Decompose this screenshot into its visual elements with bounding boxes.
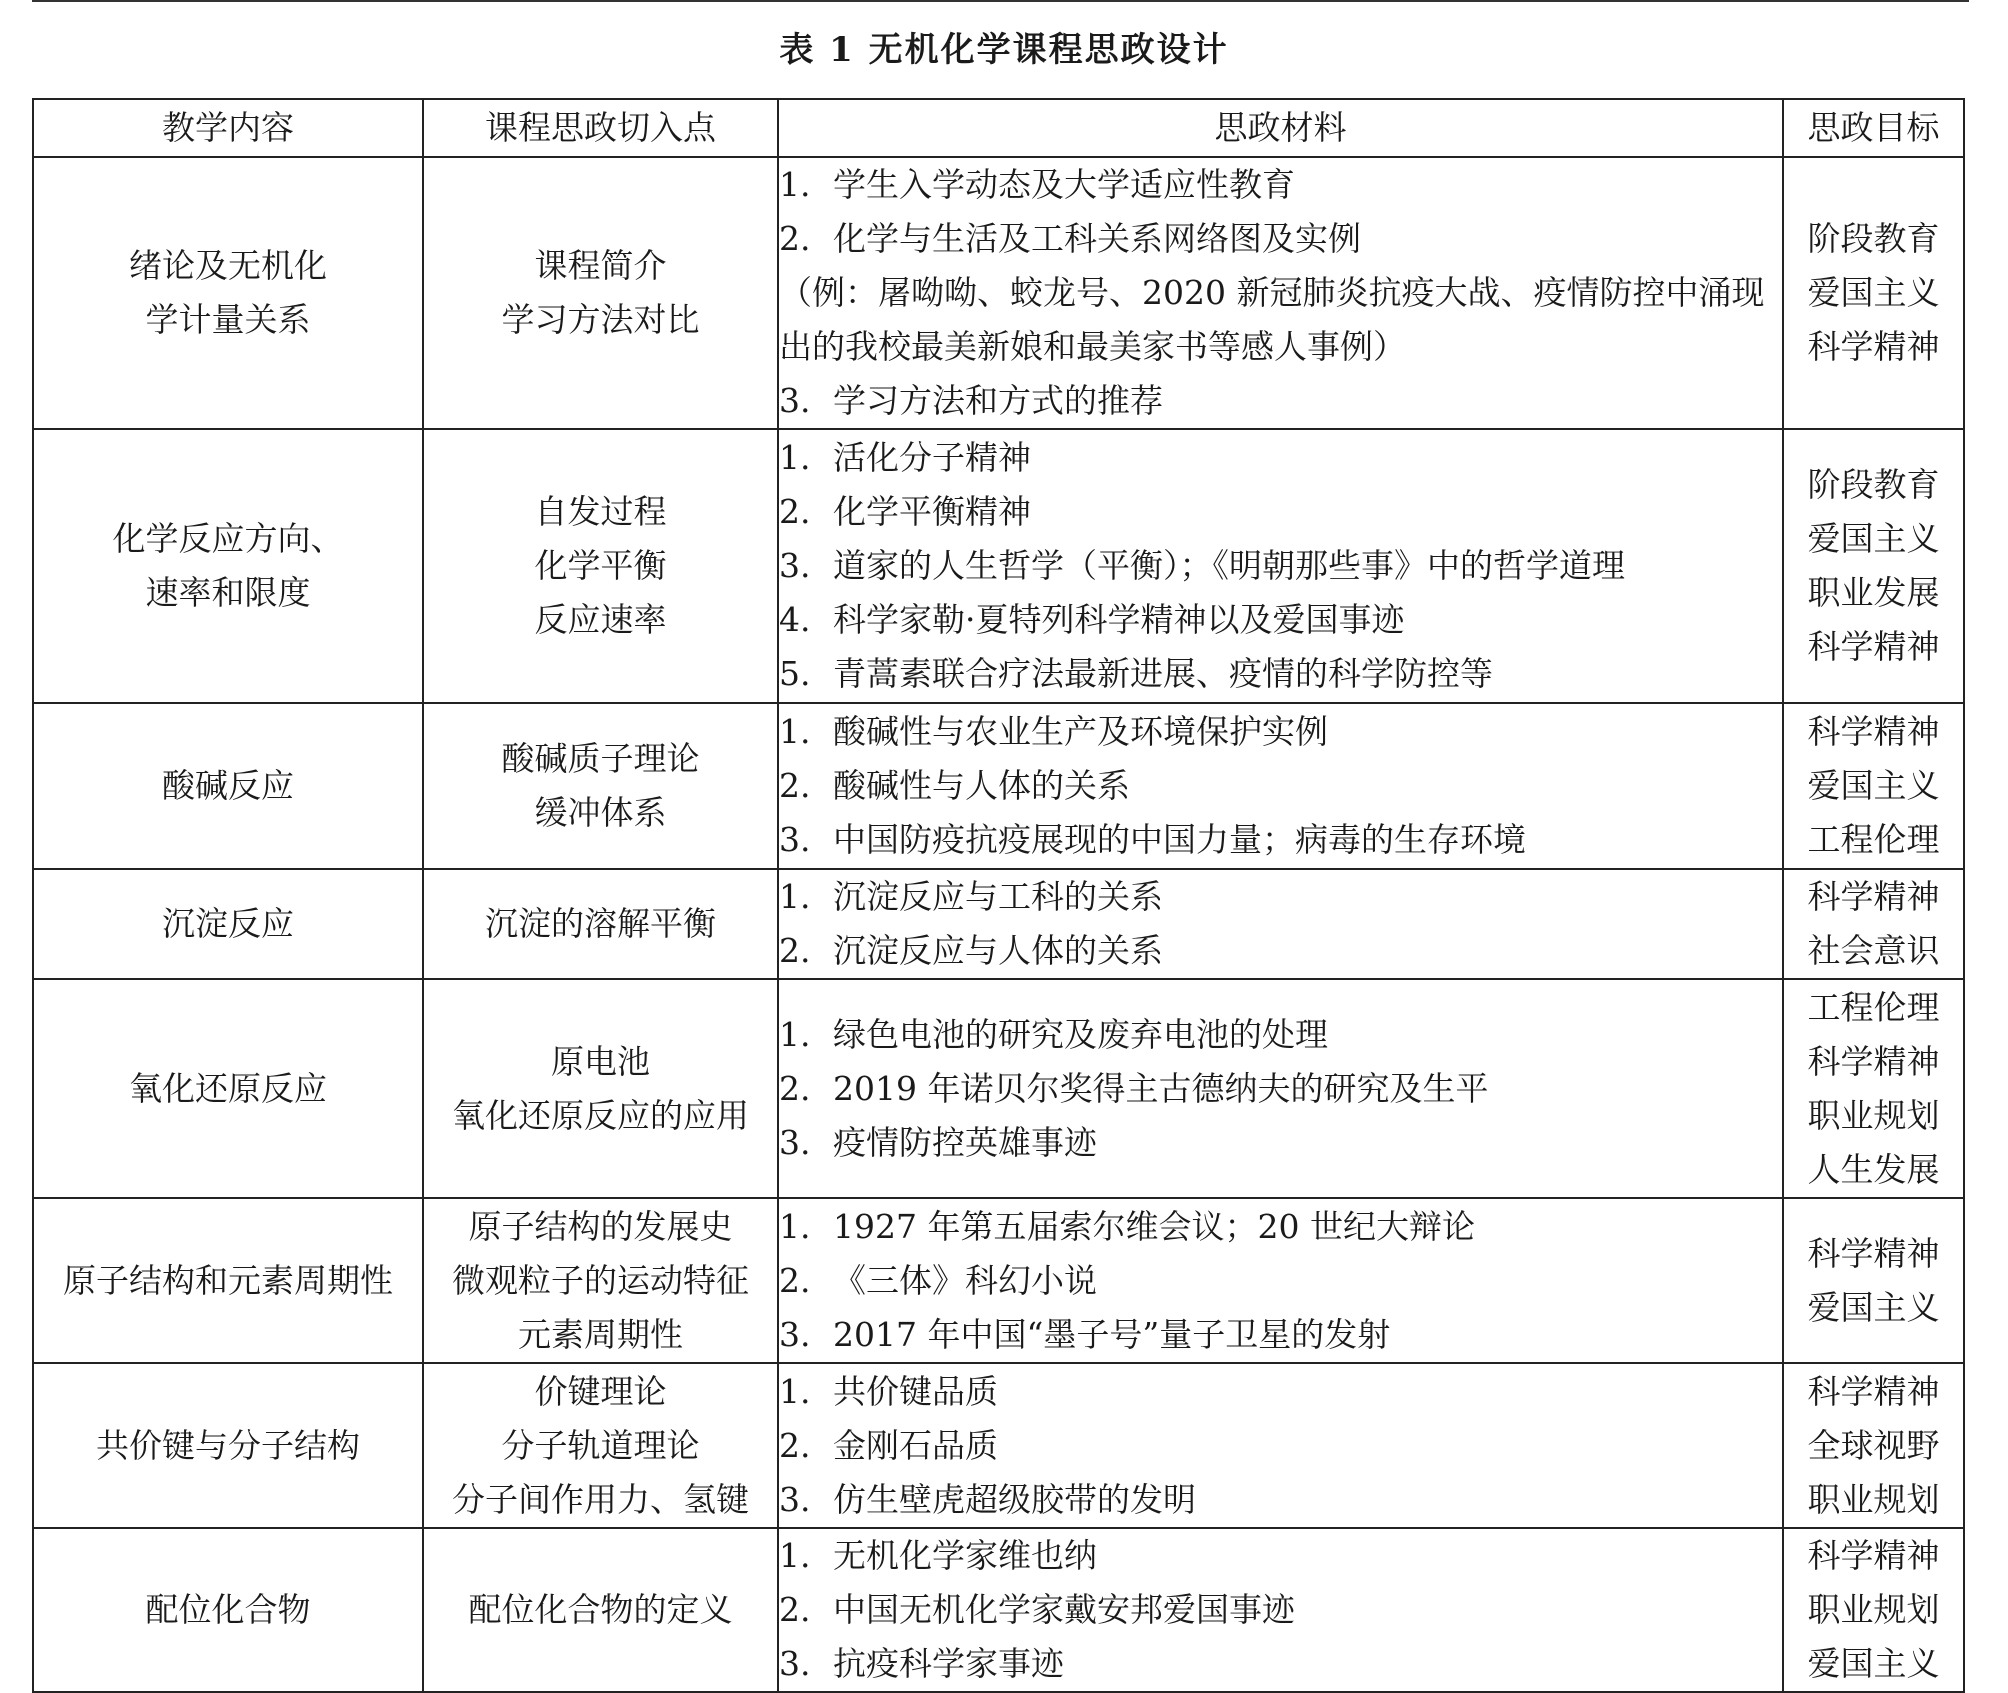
goal-item: 人生发展 — [1807, 1149, 1940, 1189]
material-item-number: 1. — [779, 877, 811, 916]
material-item — [779, 1583, 1782, 1637]
material-item-text: 化学与生活及工科关系网络图及实例 — [833, 219, 1361, 258]
material-item-number: 2. — [779, 492, 811, 531]
material-item-text: 酸碱性与农业生产及环境保护实例 — [833, 712, 1328, 751]
material-item-text: 青蒿素联合疗法最新进展、疫情的科学防控等 — [833, 654, 1493, 693]
material-item-number: 2. — [779, 219, 811, 258]
goal-item: 爱国主义 — [1807, 1644, 1940, 1683]
goal-item: 全球视野 — [1807, 1425, 1940, 1465]
teaching-content-cell — [33, 1528, 423, 1692]
entry-point-cell — [423, 1363, 778, 1528]
goal-item: 爱国主义 — [1807, 766, 1940, 805]
ideology-design-table — [32, 98, 1965, 1693]
teaching-content-cell — [33, 869, 423, 979]
material-item-text: 科学家勒·夏特列科学精神以及爱国事迹 — [833, 600, 1405, 639]
teaching-content-line: 共价键与分子结构 — [96, 1425, 360, 1465]
materials-cell — [778, 1363, 1783, 1528]
material-item — [779, 647, 1782, 701]
material-item-text: 学生入学动态及大学适应性教育 — [833, 165, 1295, 204]
goal-item: 职业规划 — [1807, 1590, 1940, 1629]
material-item-number: 3. — [779, 546, 811, 585]
goal-item: 工程伦理 — [1807, 820, 1940, 859]
material-item-number: 2. — [779, 766, 811, 805]
materials-cell — [778, 1528, 1783, 1692]
material-item-text: 沉淀反应与人体的关系 — [833, 931, 1163, 970]
material-item — [779, 924, 1782, 978]
goal-item: 科学精神 — [1807, 1041, 1940, 1081]
teaching-content-line: 化学反应方向、 — [112, 519, 344, 558]
material-item — [779, 539, 1782, 593]
table-row — [33, 429, 1964, 703]
goal-item: 科学精神 — [1807, 627, 1940, 666]
material-item — [779, 1365, 1782, 1419]
goals-cell — [1783, 429, 1964, 703]
header-goals: 思政目标 — [1783, 99, 1964, 157]
table-row — [33, 1528, 1964, 1692]
table-row — [33, 157, 1964, 429]
material-item-text: 道家的人生哲学（平衡）；《明朝那些事》中的哲学道理 — [833, 546, 1625, 585]
material-item — [779, 1473, 1782, 1527]
material-item-number: 4. — [779, 600, 811, 639]
material-item-text: 2019 年诺贝尔奖得主古德纳夫的研究及生平 — [833, 1068, 1489, 1108]
goal-item: 科学精神 — [1807, 327, 1940, 366]
material-item-text: 共价键品质 — [833, 1371, 998, 1411]
entry-point-cell — [423, 979, 778, 1198]
material-item — [779, 813, 1782, 867]
material-item-number: 3. — [779, 1314, 811, 1354]
teaching-content-cell — [33, 157, 423, 429]
material-item-number: 3. — [779, 1479, 811, 1519]
material-item — [779, 1308, 1782, 1362]
material-item — [779, 212, 1782, 266]
material-item-number: 2. — [779, 931, 811, 970]
goal-item: 科学精神 — [1807, 1536, 1940, 1575]
table-row — [33, 1363, 1964, 1528]
material-item-number: 3. — [779, 1122, 811, 1162]
table-caption: 表 1 无机化学课程思政设计 — [779, 30, 1229, 70]
teaching-content-cell — [33, 1363, 423, 1528]
entry-point-line: 元素周期性 — [518, 1314, 683, 1354]
material-item — [779, 431, 1782, 485]
material-item — [779, 1116, 1782, 1170]
goals-cell — [1783, 703, 1964, 869]
teaching-content-line: 学计量关系 — [145, 300, 311, 339]
material-item — [779, 1200, 1782, 1254]
material-item-number: 1. — [779, 165, 811, 204]
goals-cell — [1783, 1363, 1964, 1528]
goal-item: 爱国主义 — [1807, 519, 1940, 558]
material-item-text: 酸碱性与人体的关系 — [833, 766, 1130, 805]
material-item-text: 化学平衡精神 — [833, 492, 1031, 531]
materials-cell — [778, 703, 1783, 869]
goal-item: 科学精神 — [1807, 1233, 1940, 1273]
header-entry-point: 课程思政切入点 — [423, 99, 778, 157]
entry-point-line: 原子结构的发展史 — [468, 1206, 733, 1246]
teaching-content-line: 原子结构和元素周期性 — [63, 1260, 393, 1300]
goal-item: 科学精神 — [1807, 877, 1940, 916]
material-item-text: 沉淀反应与工科的关系 — [833, 877, 1163, 916]
material-item-text: 学习方法和方式的推荐 — [833, 381, 1163, 420]
goal-item: 爱国主义 — [1807, 273, 1940, 312]
materials-cell — [778, 157, 1783, 429]
material-item-text: 中国防疫抗疫展现的中国力量；病毒的生存环境 — [833, 820, 1526, 859]
goal-item: 工程伦理 — [1807, 987, 1940, 1027]
entry-point-line: 分子轨道理论 — [501, 1425, 700, 1465]
material-item-number: 1. — [779, 712, 811, 751]
entry-point-line: 微观粒子的运动特征 — [452, 1260, 749, 1300]
material-item — [779, 1419, 1782, 1473]
goal-item: 科学精神 — [1807, 1371, 1940, 1411]
table-row — [33, 979, 1964, 1198]
entry-point-line: 氧化还原反应的应用 — [452, 1095, 749, 1135]
entry-point-line: 价键理论 — [534, 1371, 667, 1411]
material-item-text: 活化分子精神 — [833, 438, 1031, 477]
entry-point-line: 沉淀的溶解平衡 — [485, 904, 716, 943]
material-item-number: 3. — [779, 820, 811, 859]
goal-item: 职业规划 — [1807, 1095, 1940, 1135]
material-item — [779, 705, 1782, 759]
goals-cell — [1783, 869, 1964, 979]
goal-item: 阶段教育 — [1807, 465, 1940, 504]
entry-point-cell — [423, 703, 778, 869]
material-item-number: 1. — [779, 1206, 811, 1246]
material-item-number: 3. — [779, 381, 811, 420]
material-item — [779, 374, 1782, 428]
material-item-number: 2. — [779, 1425, 811, 1465]
teaching-content-cell — [33, 703, 423, 869]
goals-cell — [1783, 1528, 1964, 1692]
material-item-text: 2017 年中国“墨子号”量子卫星的发射 — [833, 1314, 1391, 1354]
teaching-content-line: 速率和限度 — [145, 573, 311, 612]
material-item — [779, 1254, 1782, 1308]
entry-point-cell — [423, 157, 778, 429]
material-item — [779, 485, 1782, 539]
entry-point-line: 原电池 — [551, 1041, 650, 1081]
teaching-content-line: 酸碱反应 — [162, 766, 294, 805]
material-item — [779, 759, 1782, 813]
material-item-text: 绿色电池的研究及废弃电池的处理 — [833, 1014, 1328, 1054]
top-rule — [32, 0, 1969, 2]
materials-cell — [778, 429, 1783, 703]
goals-cell — [1783, 979, 1964, 1198]
teaching-content-line: 氧化还原反应 — [129, 1068, 327, 1108]
material-item-number: 1. — [779, 1014, 811, 1054]
entry-point-line: 分子间作用力、氢键 — [452, 1479, 749, 1519]
material-item-text: 抗疫科学家事迹 — [833, 1644, 1064, 1683]
material-item — [779, 1008, 1782, 1062]
material-item — [779, 1062, 1782, 1116]
goal-item: 职业规划 — [1807, 1479, 1940, 1519]
goals-cell — [1783, 1198, 1964, 1363]
material-item-number: 2. — [779, 1590, 811, 1629]
material-item-text: 中国无机化学家戴安邦爱国事迹 — [833, 1590, 1295, 1629]
material-item — [779, 1637, 1782, 1691]
material-item-text: 无机化学家维也纳 — [833, 1536, 1097, 1575]
teaching-content-cell — [33, 1198, 423, 1363]
entry-point-line: 化学平衡 — [534, 546, 667, 585]
teaching-content-line: 配位化合物 — [145, 1590, 311, 1629]
goal-item: 爱国主义 — [1807, 1287, 1940, 1327]
goal-item: 社会意识 — [1807, 931, 1940, 970]
entry-point-line: 配位化合物的定义 — [468, 1590, 733, 1629]
material-item-text: 《三体》科幻小说 — [833, 1260, 1097, 1300]
entry-point-line: 课程简介 — [534, 246, 667, 285]
material-item-text: 疫情防控英雄事迹 — [833, 1122, 1097, 1162]
material-item-text: 1927 年第五届索尔维会议；20 世纪大辩论 — [833, 1206, 1475, 1246]
material-note: （例：屠呦呦、蛟龙号、2020 新冠肺炎抗疫大战、疫情防控中涌现出的我校最美新娘和最美家书等感人事例） — [779, 273, 1765, 366]
entry-point-cell — [423, 429, 778, 703]
entry-point-cell — [423, 1528, 778, 1692]
goals-cell — [1783, 157, 1964, 429]
goal-item: 职业发展 — [1807, 573, 1940, 612]
material-item-number: 2. — [779, 1068, 811, 1108]
teaching-content-line: 沉淀反应 — [162, 904, 294, 943]
material-item-text: 仿生壁虎超级胶带的发明 — [833, 1479, 1196, 1519]
entry-point-line: 反应速率 — [534, 600, 667, 639]
entry-point-cell — [423, 869, 778, 979]
materials-cell — [778, 979, 1783, 1198]
materials-cell — [778, 869, 1783, 979]
material-item-text: 金刚石品质 — [833, 1425, 998, 1465]
table-row — [33, 869, 1964, 979]
material-item — [779, 1529, 1782, 1583]
material-item — [779, 870, 1782, 924]
entry-point-cell — [423, 1198, 778, 1363]
entry-point-line: 酸碱质子理论 — [501, 739, 700, 778]
material-item — [779, 593, 1782, 647]
table-row — [33, 703, 1964, 869]
header-materials: 思政材料 — [778, 99, 1783, 157]
material-item-number: 5. — [779, 654, 811, 693]
entry-point-line: 学习方法对比 — [501, 300, 700, 339]
material-item-number: 1. — [779, 438, 811, 477]
header-teaching-content: 教学内容 — [33, 99, 423, 157]
material-item-number: 1. — [779, 1536, 811, 1575]
goal-item: 科学精神 — [1807, 712, 1940, 751]
teaching-content-line: 绪论及无机化 — [129, 246, 327, 285]
material-item — [779, 158, 1782, 212]
goal-item: 阶段教育 — [1807, 219, 1940, 258]
entry-point-line: 自发过程 — [534, 492, 667, 531]
teaching-content-cell — [33, 429, 423, 703]
header-row — [33, 99, 1964, 157]
materials-cell — [778, 1198, 1783, 1363]
teaching-content-cell — [33, 979, 423, 1198]
material-item-number: 3. — [779, 1644, 811, 1683]
table-row — [33, 1198, 1964, 1363]
material-item-number: 1. — [779, 1371, 811, 1411]
entry-point-line: 缓冲体系 — [534, 793, 667, 832]
material-item-number: 2. — [779, 1260, 811, 1300]
